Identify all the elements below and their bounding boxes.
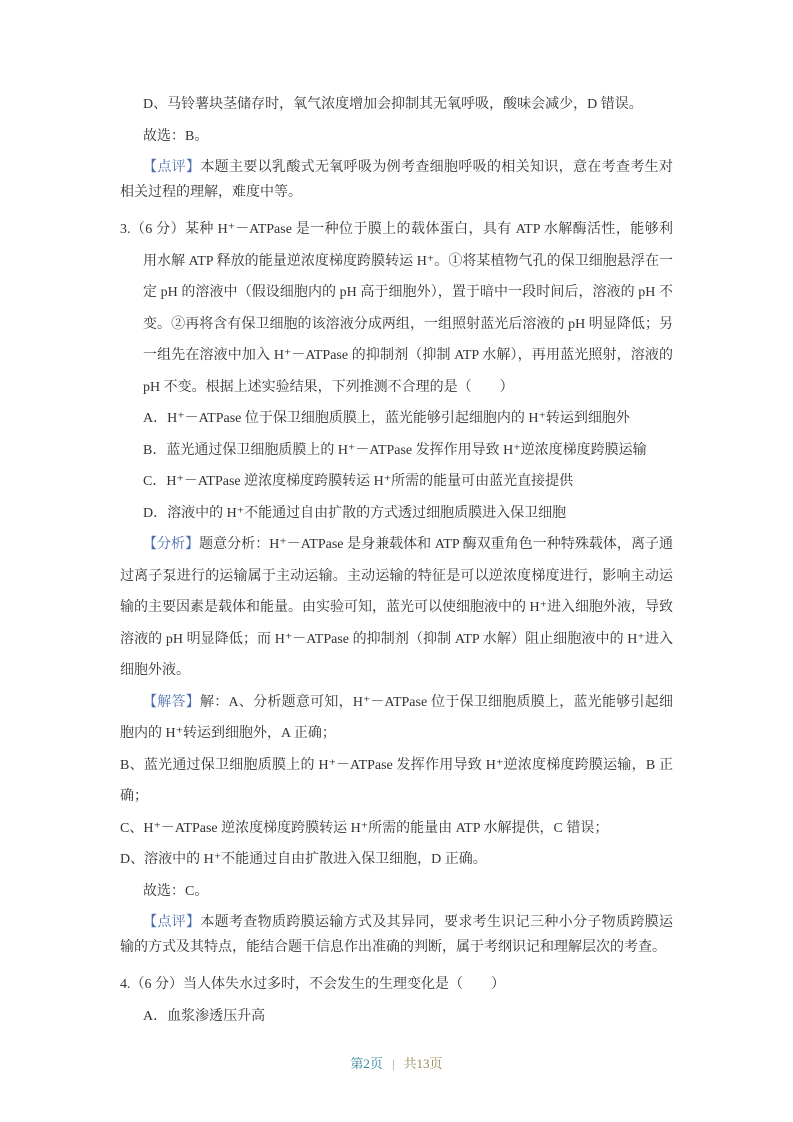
section-tag: 【点评】 <box>143 915 201 930</box>
footer-total-pages: 共13页 <box>403 1056 443 1071</box>
answer-q3-a <box>120 687 673 750</box>
question-3 <box>120 214 673 403</box>
text-run: C．H⁺－ATPase 逆浓度梯度跨膜转运 H⁺所需的能量可由蓝光直接提供 <box>143 474 574 489</box>
comment-q2 <box>120 155 673 205</box>
text-run: 故选：B。 <box>143 128 209 144</box>
text-run: 本题考查物质跨膜运输方式及其异同，要求考生识记三种小分子物质跨膜运输的方式及其特点，能结合题干信息作出准确的判断，属于考纲识记和理解层次的考查。 <box>120 915 674 955</box>
answer-q3-d <box>120 844 673 876</box>
exam-content <box>120 89 673 1032</box>
option-3c <box>120 466 673 498</box>
text-run: B、蓝光通过保卫细胞质膜上的 H⁺－ATPase 发挥作用导致 H⁺逆浓度梯度跨膜运输，B 正确； <box>120 757 673 804</box>
analysis-q3 <box>120 529 673 687</box>
question-4 <box>120 969 673 1001</box>
text-run: D、马铃薯块茎储存时，氧气浓度增加会抑制其无氧呼吸，酸味会减少，D 错误。 <box>143 97 643 112</box>
text-run: A．H⁺－ATPase 位于保卫细胞质膜上，蓝光能够引起细胞内的 H⁺转运到细胞外 <box>143 411 630 426</box>
text-run: C、H⁺－ATPase 逆浓度梯度跨膜转运 H⁺所需的能量由 ATP 水解提供，C 错误； <box>120 820 609 836</box>
option-4a <box>120 1001 673 1033</box>
page-footer <box>0 1053 793 1072</box>
text-run: D、溶液中的 H⁺不能通过自由扩散进入保卫细胞，D 正确。 <box>120 852 487 867</box>
answer-q3-b <box>120 750 673 813</box>
text-run: B．蓝光通过保卫细胞质膜上的 H⁺－ATPase 发挥作用导致 H⁺逆浓度梯度跨膜运输 <box>143 442 647 458</box>
answer-conclusion-q2 <box>120 121 673 153</box>
answer-conclusion-q3 <box>120 876 673 908</box>
footer-page-number: 第2页 <box>350 1056 383 1071</box>
text-run: 故选：C。 <box>143 883 209 899</box>
text-run: D．溶液中的 H⁺不能通过自由扩散的方式透过细胞质膜进入保卫细胞 <box>143 505 567 521</box>
section-tag: 【解答】 <box>143 694 201 710</box>
text-run: 解：A、分析题意可知，H⁺－ATPase 位于保卫细胞质膜上，蓝光能够引起细胞内的 H⁺转运到细胞外，A 正确； <box>120 694 673 741</box>
option-3b <box>120 435 673 467</box>
section-tag: 【点评】 <box>143 160 201 175</box>
text-run: 题意分析：H⁺－ATPase 是身兼载体和 ATP 酶双重角色一种特殊载体，离子通过离子泵进行的运输属于主动运输。主动运输的特征是可以逆浓度梯度进行，影响主动运输的主要因素是载体和能量。由实验可知，蓝光可以使细胞液中的 H⁺进入细胞外液，导致溶液的 pH 明显降低；而 H⁺－ATPase 的抑制剂（抑制 ATP 水解）阻止细胞液中的 H⁺进入细胞外液。 <box>120 537 673 678</box>
text-run: 3.（6 分）某种 H⁺－ATPase 是一种位于膜上的载体蛋白，具有 ATP 水解酶活性，能够利用水解 ATP 释放的能量逆浓度梯度跨膜转运 H⁺。①将某植物气孔的保卫细胞悬浮在一定 pH 的溶液中（假设细胞内的 pH 高于细胞外），置于暗中一段时间后，溶液的 pH 不变。②再将含有保卫细胞的该溶液分成两组，一组照射蓝光后溶液的 pH 明显降低；另一组先在溶液中加入 H⁺－ATPase 的抑制剂（抑制 ATP 水解），再用蓝光照射，溶液的 pH 不变。根据上述实验结果，下列推测不合理的是（ ） <box>120 222 673 395</box>
option-3a <box>120 403 673 435</box>
text-run: A．血浆渗透压升高 <box>143 1008 266 1024</box>
section-tag: 【分析】 <box>143 537 200 552</box>
answer-q3-c <box>120 813 673 845</box>
text-run: 本题主要以乳酸式无氧呼吸为例考查细胞呼吸的相关知识，意在考查考生对相关过程的理解，难度中等。 <box>120 160 674 200</box>
footer-separator: | <box>391 1056 395 1071</box>
option-3d <box>120 498 673 530</box>
answer-line-d-q2 <box>120 89 673 121</box>
comment-q3 <box>120 910 673 960</box>
text-run: 4.（6 分）当人体失水过多时，不会发生的生理变化是（ ） <box>120 977 505 992</box>
